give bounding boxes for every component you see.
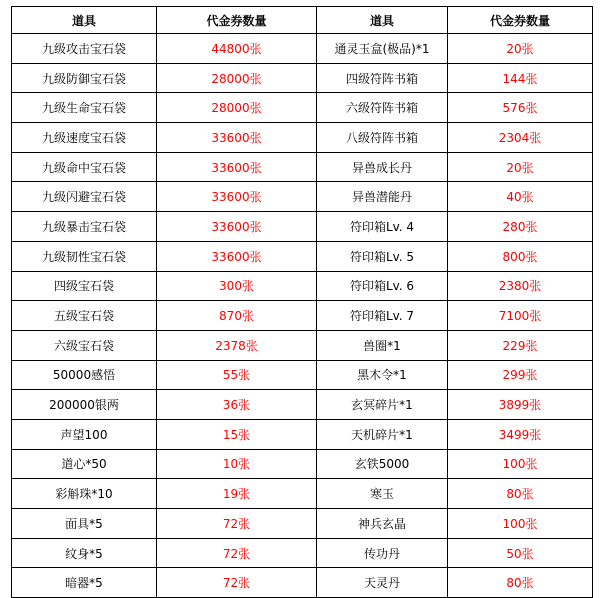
table-row xyxy=(12,568,593,598)
exchange-table xyxy=(11,6,593,598)
item-name-left: 九级生命宝石袋 xyxy=(12,93,157,123)
voucher-quantity-right: 40张 xyxy=(448,182,593,212)
voucher-quantity-left: 72张 xyxy=(157,568,317,598)
table-row xyxy=(12,330,593,360)
voucher-quantity-right: 800张 xyxy=(448,241,593,271)
header-row xyxy=(12,7,593,34)
item-name-left: 六级宝石袋 xyxy=(12,330,157,360)
voucher-quantity-right: 100张 xyxy=(448,449,593,479)
voucher-quantity-left: 36张 xyxy=(157,390,317,420)
item-name-right: 符印箱Lv. 4 xyxy=(317,212,448,242)
table-row xyxy=(12,271,593,301)
item-name-right: 异兽成长丹 xyxy=(317,152,448,182)
table-row xyxy=(12,449,593,479)
table-row xyxy=(12,212,593,242)
table-row xyxy=(12,419,593,449)
table-row xyxy=(12,538,593,568)
item-name-right: 玄铁5000 xyxy=(317,449,448,479)
voucher-quantity-left: 33600张 xyxy=(157,123,317,153)
voucher-quantity-left: 19张 xyxy=(157,479,317,509)
table-row xyxy=(12,63,593,93)
item-name-right: 神兵玄晶 xyxy=(317,509,448,539)
voucher-quantity-left: 55张 xyxy=(157,360,317,390)
item-name-left: 暗器*5 xyxy=(12,568,157,598)
voucher-quantity-right: 100张 xyxy=(448,509,593,539)
item-name-left: 纹身*5 xyxy=(12,538,157,568)
item-name-right: 符印箱Lv. 7 xyxy=(317,301,448,331)
table-row xyxy=(12,34,593,64)
voucher-quantity-right: 2304张 xyxy=(448,123,593,153)
item-name-right: 传功丹 xyxy=(317,538,448,568)
table-row xyxy=(12,123,593,153)
table-row xyxy=(12,479,593,509)
table-body xyxy=(12,34,593,598)
item-name-left: 九级速度宝石袋 xyxy=(12,123,157,153)
voucher-quantity-left: 10张 xyxy=(157,449,317,479)
item-name-left: 九级防御宝石袋 xyxy=(12,63,157,93)
exchange-table-container xyxy=(11,6,592,598)
item-name-left: 九级命中宝石袋 xyxy=(12,152,157,182)
voucher-quantity-right: 144张 xyxy=(448,63,593,93)
item-name-left: 面具*5 xyxy=(12,509,157,539)
table-row xyxy=(12,93,593,123)
item-name-right: 天灵丹 xyxy=(317,568,448,598)
voucher-quantity-right: 80张 xyxy=(448,568,593,598)
table-row xyxy=(12,360,593,390)
voucher-quantity-left: 33600张 xyxy=(157,241,317,271)
item-name-right: 通灵玉盒(极品)*1 xyxy=(317,34,448,64)
item-name-left: 五级宝石袋 xyxy=(12,301,157,331)
item-name-left: 50000感悟 xyxy=(12,360,157,390)
voucher-quantity-left: 15张 xyxy=(157,419,317,449)
voucher-quantity-right: 50张 xyxy=(448,538,593,568)
header-quantity-left: 代金券数量 xyxy=(157,7,317,34)
voucher-quantity-left: 870张 xyxy=(157,301,317,331)
item-name-left: 彩斛珠*10 xyxy=(12,479,157,509)
header-quantity-right: 代金券数量 xyxy=(448,7,593,34)
item-name-right: 黑木令*1 xyxy=(317,360,448,390)
voucher-quantity-left: 33600张 xyxy=(157,212,317,242)
item-name-left: 九级韧性宝石袋 xyxy=(12,241,157,271)
voucher-quantity-right: 299张 xyxy=(448,360,593,390)
item-name-right: 天机碎片*1 xyxy=(317,419,448,449)
table-row xyxy=(12,152,593,182)
item-name-right: 八级符阵书箱 xyxy=(317,123,448,153)
voucher-quantity-right: 80张 xyxy=(448,479,593,509)
item-name-right: 符印箱Lv. 5 xyxy=(317,241,448,271)
voucher-quantity-left: 33600张 xyxy=(157,182,317,212)
table-row xyxy=(12,301,593,331)
voucher-quantity-right: 229张 xyxy=(448,330,593,360)
voucher-quantity-right: 20张 xyxy=(448,34,593,64)
item-name-left: 九级暴击宝石袋 xyxy=(12,212,157,242)
item-name-left: 九级闪避宝石袋 xyxy=(12,182,157,212)
voucher-quantity-right: 20张 xyxy=(448,152,593,182)
voucher-quantity-left: 44800张 xyxy=(157,34,317,64)
voucher-quantity-right: 7100张 xyxy=(448,301,593,331)
header-item-right: 道具 xyxy=(317,7,448,34)
item-name-right: 六级符阵书箱 xyxy=(317,93,448,123)
voucher-quantity-right: 280张 xyxy=(448,212,593,242)
item-name-right: 四级符阵书箱 xyxy=(317,63,448,93)
item-name-right: 异兽潜能丹 xyxy=(317,182,448,212)
item-name-left: 道心*50 xyxy=(12,449,157,479)
voucher-quantity-right: 2380张 xyxy=(448,271,593,301)
item-name-left: 四级宝石袋 xyxy=(12,271,157,301)
voucher-quantity-left: 72张 xyxy=(157,538,317,568)
table-row xyxy=(12,182,593,212)
voucher-quantity-left: 33600张 xyxy=(157,152,317,182)
item-name-left: 200000银两 xyxy=(12,390,157,420)
voucher-quantity-left: 2378张 xyxy=(157,330,317,360)
voucher-quantity-left: 28000张 xyxy=(157,63,317,93)
voucher-quantity-right: 3899张 xyxy=(448,390,593,420)
table-row xyxy=(12,509,593,539)
item-name-right: 玄冥碎片*1 xyxy=(317,390,448,420)
voucher-quantity-left: 28000张 xyxy=(157,93,317,123)
item-name-left: 九级攻击宝石袋 xyxy=(12,34,157,64)
voucher-quantity-right: 3499张 xyxy=(448,419,593,449)
voucher-quantity-right: 576张 xyxy=(448,93,593,123)
table-row xyxy=(12,390,593,420)
header-item-left: 道具 xyxy=(12,7,157,34)
item-name-right: 符印箱Lv. 6 xyxy=(317,271,448,301)
table-row xyxy=(12,241,593,271)
voucher-quantity-left: 300张 xyxy=(157,271,317,301)
voucher-quantity-left: 72张 xyxy=(157,509,317,539)
item-name-right: 兽圈*1 xyxy=(317,330,448,360)
item-name-right: 寒玉 xyxy=(317,479,448,509)
table-header xyxy=(12,7,593,34)
item-name-left: 声望100 xyxy=(12,419,157,449)
